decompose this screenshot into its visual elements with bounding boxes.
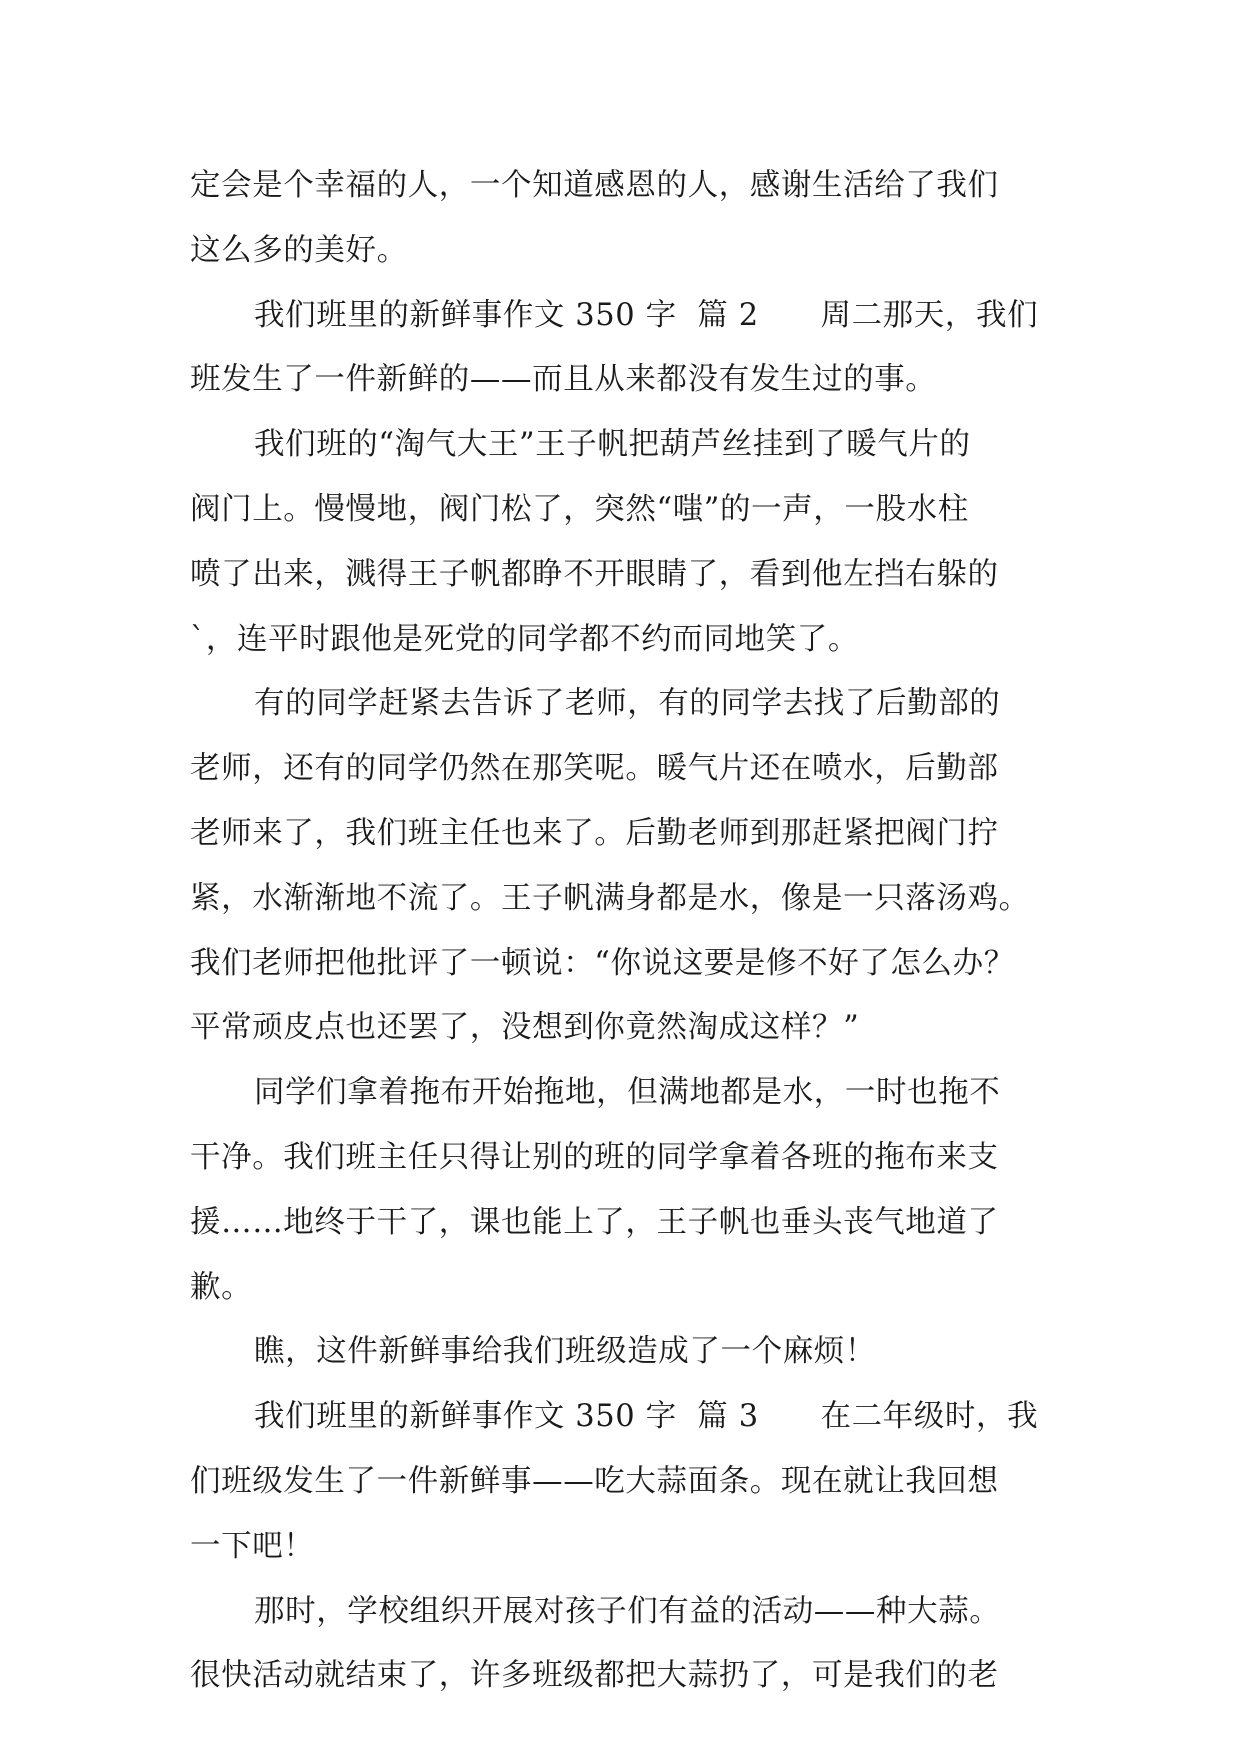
- text-line: 老师来了，我们班主任也来了。后勤老师到那赶紧把阀门拧: [190, 815, 999, 851]
- text-line: 阀门上。慢慢地，阀门松了，突然“嗤”的一声，一股水柱: [190, 491, 969, 527]
- text-line: 喷了出来，溅得王子帆都睁不开眼睛了，看到他左挡右躲的: [190, 556, 999, 592]
- text-line: 有的同学赶紧去告诉了老师，有的同学去找了后勤部的: [254, 686, 1001, 722]
- text-line: 歉。: [190, 1269, 253, 1305]
- text-line: 那时，学校组织开展对孩子们有益的活动——种大蒜。: [254, 1593, 1001, 1629]
- text-line: 援……地终于干了，课也能上了，王子帆也垂头丧气地道了: [190, 1204, 999, 1240]
- text-line: 很快活动就结束了，许多班级都把大蒜扔了，可是我们的老: [190, 1658, 999, 1694]
- text-line: 我们班里的新鲜事作文 350 字 篇 3 在二年级时，我: [254, 1399, 1039, 1435]
- text-line: 定会是个幸福的人，一个知道感恩的人，感谢生活给了我们: [190, 168, 999, 203]
- text-line: `，连平时跟他是死党的同学都不约而同地笑了。: [190, 621, 859, 657]
- text-line: 班发生了一件新鲜的——而且从来都没有发生过的事。: [190, 362, 937, 398]
- text-line: 这么多的美好。: [190, 232, 408, 268]
- text-line: 瞧，这件新鲜事给我们班级造成了一个麻烦！: [254, 1334, 876, 1370]
- document-body: [190, 154, 1070, 1709]
- text-line: 们班级发生了一件新鲜事——吃大蒜面条。现在就让我回想: [190, 1463, 999, 1499]
- text-line: 同学们拿着拖布开始拖地，但满地都是水，一时也拖不: [254, 1075, 1001, 1111]
- text-line: 我们老师把他批评了一顿说：“你说这要是修不好了怎么办？: [190, 945, 1015, 981]
- text-line: 我们班的“淘气大王”王子帆把葫芦丝挂到了暖气片的: [254, 427, 971, 463]
- text-line: 紧，水渐渐地不流了。王子帆满身都是水，像是一只落汤鸡。: [190, 880, 1030, 916]
- text-line: 我们班里的新鲜事作文 350 字 篇 2 周二那天，我们: [254, 297, 1039, 333]
- text-line: 干净。我们班主任只得让别的班的同学拿着各班的拖布来支: [190, 1139, 999, 1175]
- text-line: 老师，还有的同学仍然在那笑呢。暖气片还在喷水，后勤部: [190, 751, 999, 787]
- text-line: 一下吧！: [190, 1528, 315, 1564]
- text-line: 平常顽皮点也还罢了，没想到你竟然淘成这样？”: [190, 1010, 860, 1046]
